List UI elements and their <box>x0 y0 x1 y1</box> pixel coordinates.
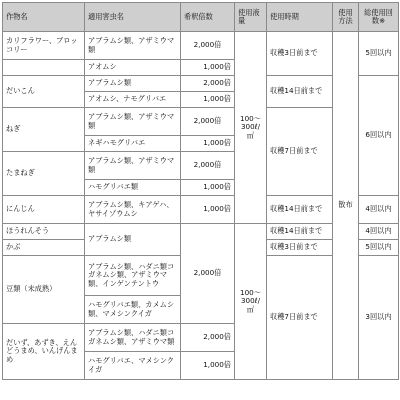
pest-cell: アブラムシ類、アザミウマ類 <box>85 152 181 180</box>
pest-cell: アブラムシ類、アザミウマ類 <box>85 108 181 136</box>
timing-cell: 収穫14日前まで <box>267 224 333 240</box>
header-total: 総使用回数※ <box>359 3 399 32</box>
crop-cell: ほうれんそう <box>3 224 85 240</box>
timing-cell: 収穫7日前まで <box>267 256 333 380</box>
crop-cell: たまねぎ <box>3 152 85 196</box>
dilution-cell: 2,000倍 <box>181 224 235 324</box>
dilution-cell: 2,000倍 <box>181 76 235 92</box>
pest-cell: アオムシ <box>85 60 181 76</box>
dilution-cell: 1,000倍 <box>181 352 235 380</box>
table-row <box>3 32 399 60</box>
crop-cell <box>3 60 85 76</box>
crop-cell: かぶ <box>3 240 85 256</box>
dilution-cell: 1,000倍 <box>181 196 235 224</box>
table-body <box>3 32 399 380</box>
pest-cell: アオムシ、ナモグリバエ <box>85 92 181 108</box>
pest-cell: アブラムシ類、ハダニ類コガネムシ類、アザミウマ類、インゲンテントウ <box>85 256 181 296</box>
timing-cell: 収穫3日前まで <box>267 32 333 76</box>
usage-table <box>2 2 399 380</box>
pest-cell: アブラムシ類、アザミウマ類 <box>85 32 181 60</box>
timing-cell: 収穫7日前まで <box>267 108 333 196</box>
pest-cell: アブラムシ類、ハダニ類コガネムシ類、アザミウマ類 <box>85 324 181 352</box>
pest-cell: ハモグリバエ類 <box>85 180 181 196</box>
timing-cell: 収穫14日前まで <box>267 76 333 108</box>
total-cell: 6回以内 <box>359 76 399 196</box>
crop-cell: にんじん <box>3 196 85 224</box>
pest-cell: アブラムシ類 <box>85 224 181 256</box>
header-dilution: 希釈倍数 <box>181 3 235 32</box>
crop-cell: カリフラワー、ブロッコリー <box>3 32 85 60</box>
volume-cell: 100～300ℓ/㎡ <box>235 224 267 380</box>
total-cell: 5回以内 <box>359 240 399 256</box>
pest-cell: アブラムシ類 <box>85 76 181 92</box>
pest-cell: アブラムシ類、キアゲハ、ヤサイゾウムシ <box>85 196 181 224</box>
pest-cell: ネギハモグリバエ <box>85 136 181 152</box>
pest-cell: ハモグリバエ、マメシンクイガ <box>85 352 181 380</box>
header-method: 使用方法 <box>333 3 359 32</box>
total-cell: 5回以内 <box>359 32 399 76</box>
total-cell: 3回以内 <box>359 256 399 380</box>
dilution-cell: 1,000倍 <box>181 180 235 196</box>
dilution-cell: 1,000倍 <box>181 92 235 108</box>
dilution-cell: 1,000倍 <box>181 60 235 76</box>
header-crop: 作物名 <box>3 3 85 32</box>
header-volume: 使用液量 <box>235 3 267 32</box>
volume-cell: 100～300ℓ/㎡ <box>235 32 267 224</box>
crop-cell: 豆類（未成熟） <box>3 256 85 324</box>
crop-cell: ねぎ <box>3 108 85 152</box>
total-cell: 4回以内 <box>359 224 399 240</box>
timing-cell: 収穫3日前まで <box>267 240 333 256</box>
dilution-cell: 2,000倍 <box>181 152 235 180</box>
dilution-cell: 2,000倍 <box>181 324 235 352</box>
header-timing: 使用時期 <box>267 3 333 32</box>
method-cell: 散布 <box>333 32 359 380</box>
crop-cell: だいず、あずき、えんどうまめ、いんげんまめ <box>3 324 85 380</box>
dilution-cell: 2,000倍 <box>181 32 235 60</box>
dilution-cell: 1,000倍 <box>181 136 235 152</box>
total-cell: 4回以内 <box>359 196 399 224</box>
crop-cell: だいこん <box>3 76 85 108</box>
pest-cell: ハモグリバエ類、カメムシ類、マメシンクイガ <box>85 296 181 324</box>
dilution-cell: 2,000倍 <box>181 108 235 136</box>
header-pest: 適用害虫名 <box>85 3 181 32</box>
timing-cell: 収穫14日前まで <box>267 196 333 224</box>
table-header <box>3 3 399 32</box>
